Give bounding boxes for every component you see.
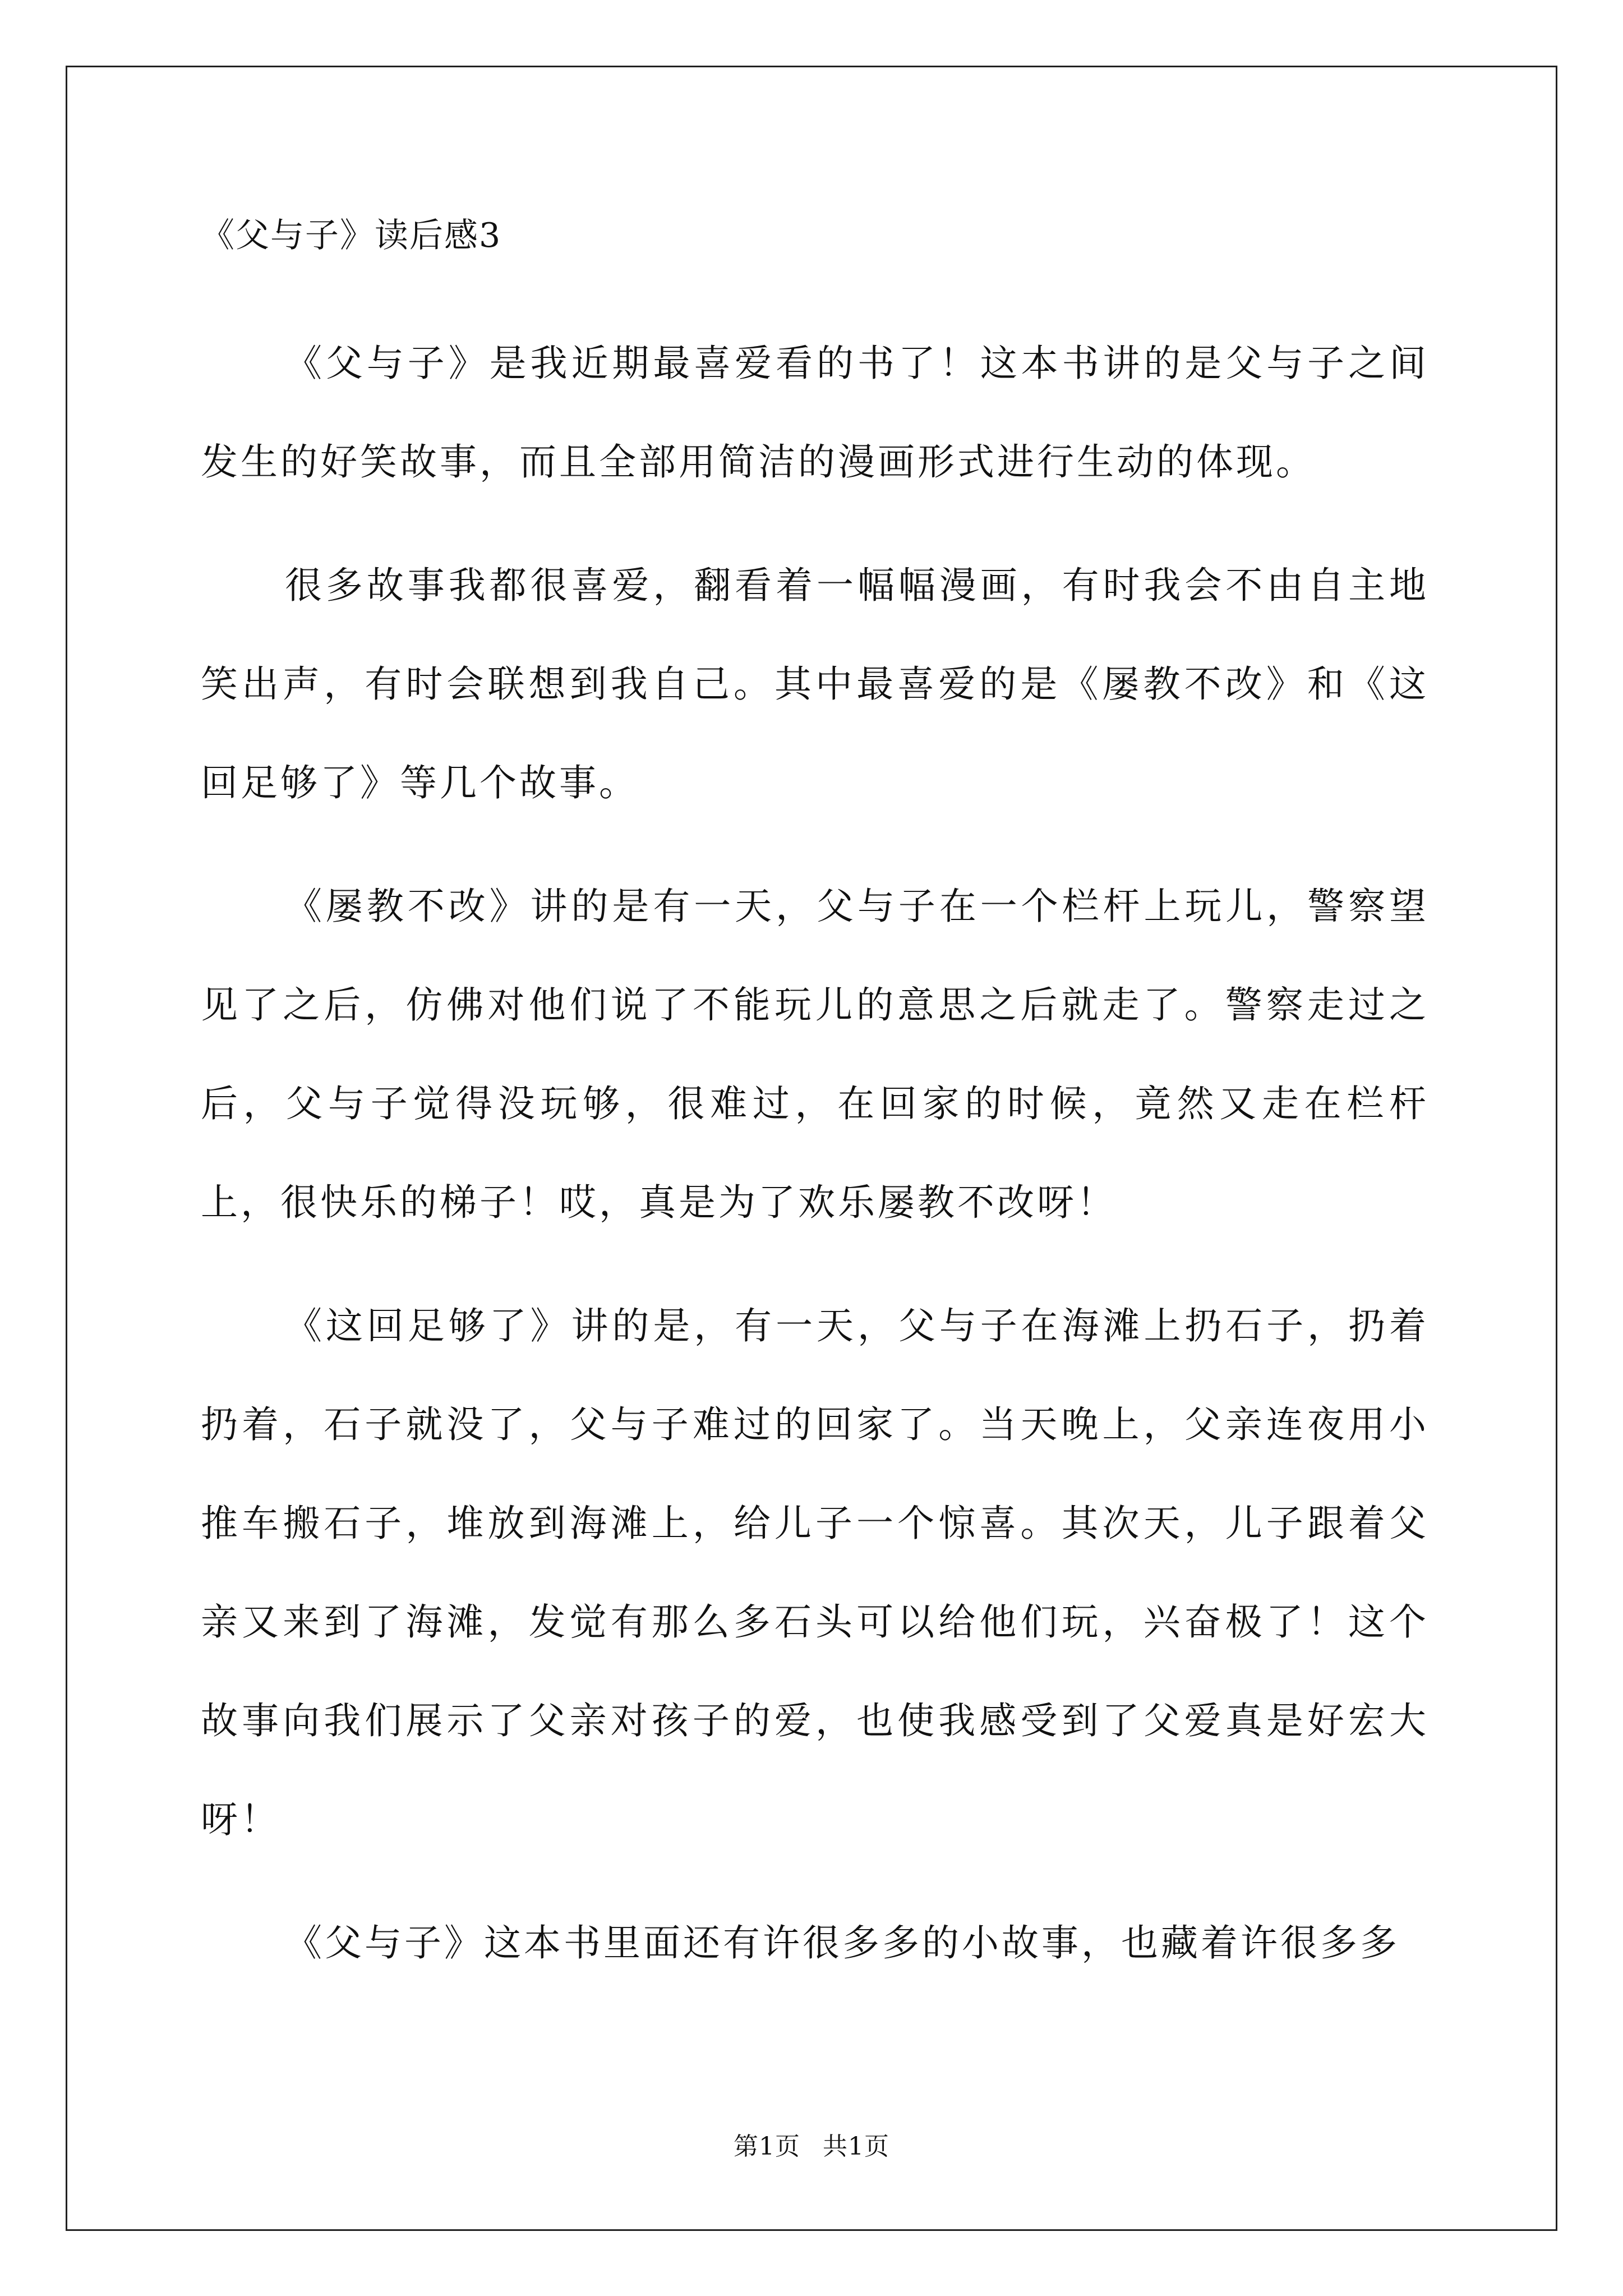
paragraph-1: 《父与子》是我近期最喜爱看的书了！这本书讲的是父与子之间发生的好笑故事，而且全部用简洁的漫画形式进行生动的体现。: [201, 342, 1429, 484]
page-number: 第1页: [734, 2132, 800, 2161]
page-footer: [0, 2134, 1623, 2159]
paragraph-3: 《屡教不改》讲的是有一天，父与子在一个栏杆上玩儿，警察望见了之后，仿佛对他们说了不能玩儿的意思之后就走了。警察走过之后，父与子觉得没玩够，很难过，在回家的时候，竟然又走在栏杆上，很快乐的梯子！哎，真是为了欢乐屡教不改呀！: [201, 885, 1429, 1224]
document-title: 《父与子》读后感3: [201, 216, 502, 255]
paragraph-4: 《这回足够了》讲的是，有一天，父与子在海滩上扔石子，扔着扔着，石子就没了，父与子难过的回家了。当天晚上，父亲连夜用小推车搬石子，堆放到海滩上，给儿子一个惊喜。其次天，儿子跟着父亲又来到了海滩，发觉有那么多石头可以给他们玩，兴奋极了！这个故事向我们展示了父亲对孩子的爱，也使我感受到了父爱真是好宏大呀！: [201, 1304, 1429, 1841]
paragraph-5: 《父与子》这本书里面还有许很多多的小故事，也藏着许很多多: [285, 1921, 1400, 1964]
document-body: [201, 216, 1429, 2017]
page-total: 共1页: [823, 2132, 889, 2161]
paragraph-2: 很多故事我都很喜爱，翻看着一幅幅漫画，有时我会不由自主地笑出声，有时会联想到我自己。其中最喜爱的是《屡教不改》和《这回足够了》等几个故事。: [201, 564, 1429, 804]
